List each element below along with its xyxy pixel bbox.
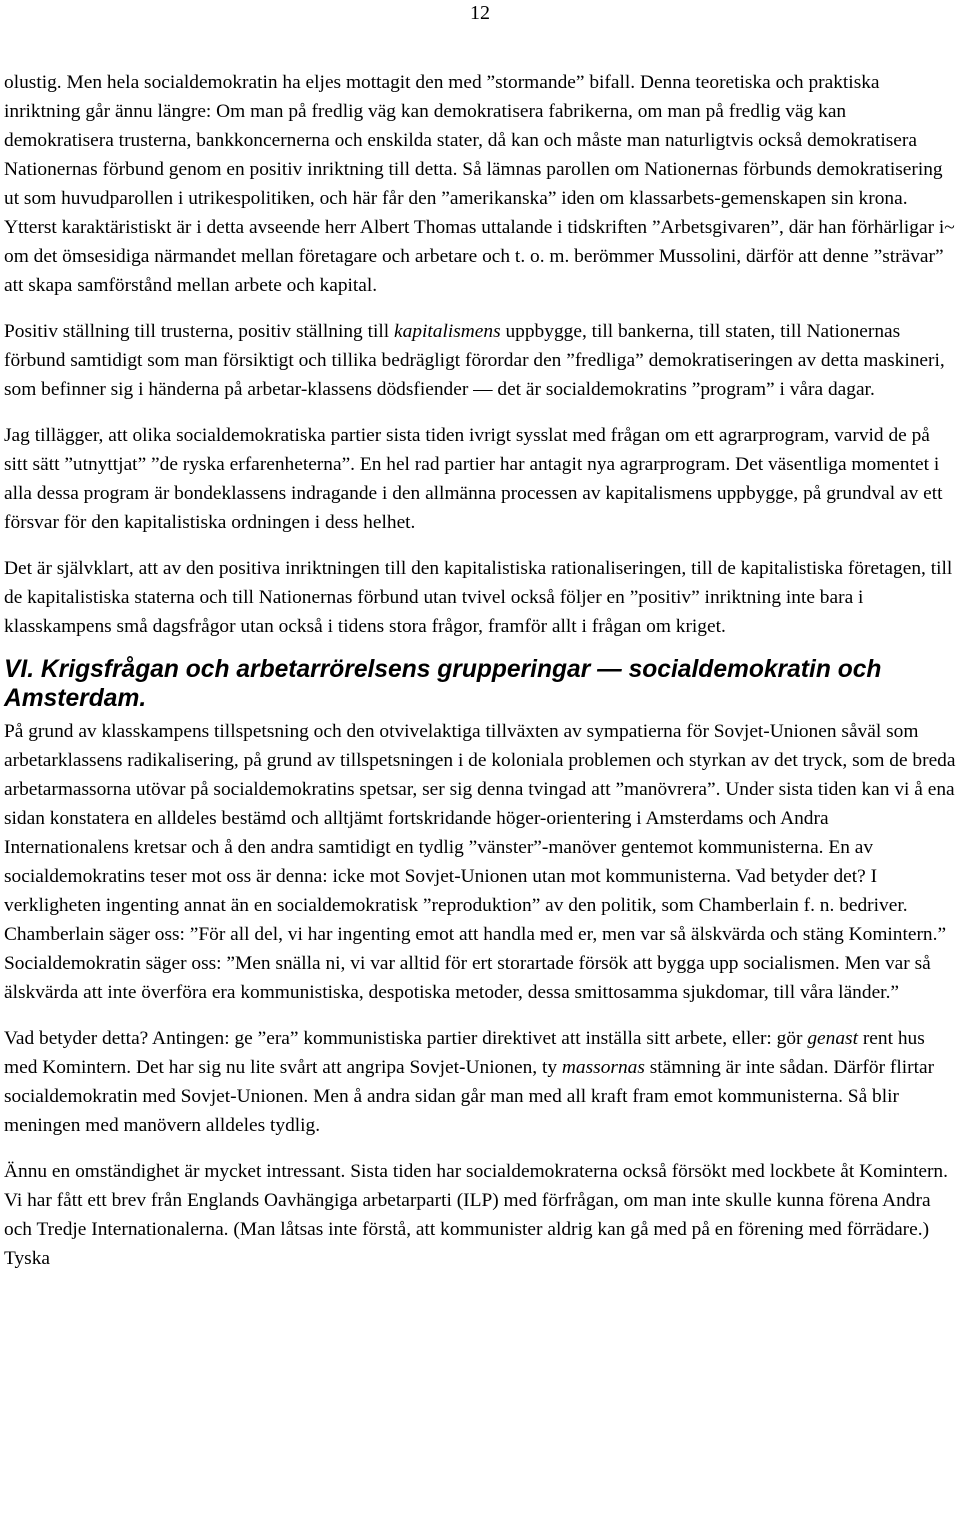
paragraph: Det är självklart, att av den positiva inriktningen till den kapitalistiska rationaliseringen, till de kapitalistiska företagen, till de kapitalistiska staterna och till Nationernas förbund utan tvivel också följer en ”positiv” inriktning inte bara i klasskampens små dagsfrågor utan också i tidens stora frågor, framför allt i frågan om kriget. [4,558,953,637]
paragraph: På grund av klasskampens tillspetsning och den otvivelaktiga tillväxten av sympatierna för Sovjet-Unionen såväl som arbetarklassens radikalisering, på grund av tillspetsningen i de koloniala problemen och styrkan av det tryck, som de breda arbetarmassorna utövar på socialdemokratins spetsar, ser sig denna tvingad att ”manövrera”. Under sista tiden kan vi å ena sidan konstatera en alldeles bestämd och alltjämt fortskridande höger-orientering i Amsterdams och Andra Internationalens kretsar och å den andra samtidigt en tydlig ”vänster”-manöver gentemot kommunisterna. En av socialdemokratins teser mot oss är denna: icke mot Sovjet-Unionen utan mot kommunisterna. Vad betyder det? I verkligheten ingenting annat än en socialdemokratisk ”reproduktion” av den politik, som Chamberlain f. n. bedriver. Chamberlain säger oss: ”För all del, vi har ingenting emot att handla med er, men var så älskvärda och stäng Komintern.” Socialdemokratin säger oss: ”Men snälla ni, vi var alltid för ert storartade försök att bygga upp socialismen. Men var så älskvärda att inte överföra era kommunistiska, despotiska metoder, dessa smittosamma sjukdomar, till våra länder.” [4,721,956,1003]
document-body [4,68,956,1273]
paragraph: Vad betyder detta? Antingen: ge ”era” kommunistiska partier direktivet att inställa sitt arbete, eller: gör genast rent hus med Komintern. Det har sig nu lite svårt att angripa Sovjet-Unionen, ty massornas stämning är inte sådan. Därför flirtar socialdemokratin med Sovjet-Unionen. Men å andra sidan går man med all kraft fram emot kommunisterna. Så blir meningen med manövern alldeles tydlig. [4,1028,935,1136]
page-number: 12 [470,2,490,24]
section-heading: VI. Krigsfrågan och arbetarrörelsens grupperingar — socialdemokratin och Amsterdam. [4,656,882,712]
paragraph: Jag tillägger, att olika socialdemokratiska partier sista tiden ivrigt sysslat med frågan om ett agrarprogram, varvid de på sitt sätt ”utnyttjat” ”de ryska erfarenheterna”. En hel rad partier har antagit nya agrarprogram. Det väsentliga momentet i alla dessa program är bondeklassens indragande i den allmänna processen av kapitalismens uppbygge, på grundval av ett försvar för den kapitalistiska ordningen i dess helhet. [4,425,943,533]
paragraph: olustig. Men hela socialdemokratin ha eljes mottagit den med ”stormande” bifall. Denna teoretiska och praktiska inriktning går ännu längre: Om man på fredlig väg kan demokratisera fabrikerna, om man på fredlig väg kan demokratisera trusterna, bankkoncernerna och enskilda stater, då kan och måste man naturligtvis också demokratisera Nationernas förbund genom en positiv inriktning till detta. Så lämnas parollen om Nationernas förbunds demokratisering ut som huvudparollen i utrikespolitiken, och här får den ”amerikanska” iden om klassarbets-gemenskapen sin krona. Ytterst karaktäristiskt är i detta avseende herr Albert Thomas uttalande i tidskriften ”Arbetsgivaren”, där han förhärligar i~ om det ömsesidiga närmandet mellan företagare och arbetare och t. o. m. berömmer Mussolini, därför att denne ”strävar” att skapa samförstånd mellan arbete och kapital. [4,72,955,296]
emphasis: kapitalismens [393,321,501,342]
paragraph: Positiv ställning till trusterna, positiv ställning till kapitalismens uppbygge, till bankerna, till staten, till Nationernas förbund samtidigt som man försiktigt och tillika bedrägligt förordar den ”fredliga” demokratiseringen av detta maskineri, som befinner sig i händerna på arbetar-klassens dödsfiender — det är socialdemokratins ”program” i våra dagar. [4,321,945,400]
paragraph: Ännu en omständighet är mycket intressant. Sista tiden har socialdemokraterna också försökt med lockbete åt Komintern. Vi har fått ett brev från Englands Oavhängiga arbetarparti (ILP) med förfrågan, om man inte skulle kunna förena Andra och Tredje Internationalerna. (Man låtsas inte förstå, att kommunister aldrig kan gå med på en förening med förrädare.) Tyska [4,1161,948,1269]
emphasis: genast [807,1028,858,1049]
emphasis: massornas [561,1057,645,1078]
